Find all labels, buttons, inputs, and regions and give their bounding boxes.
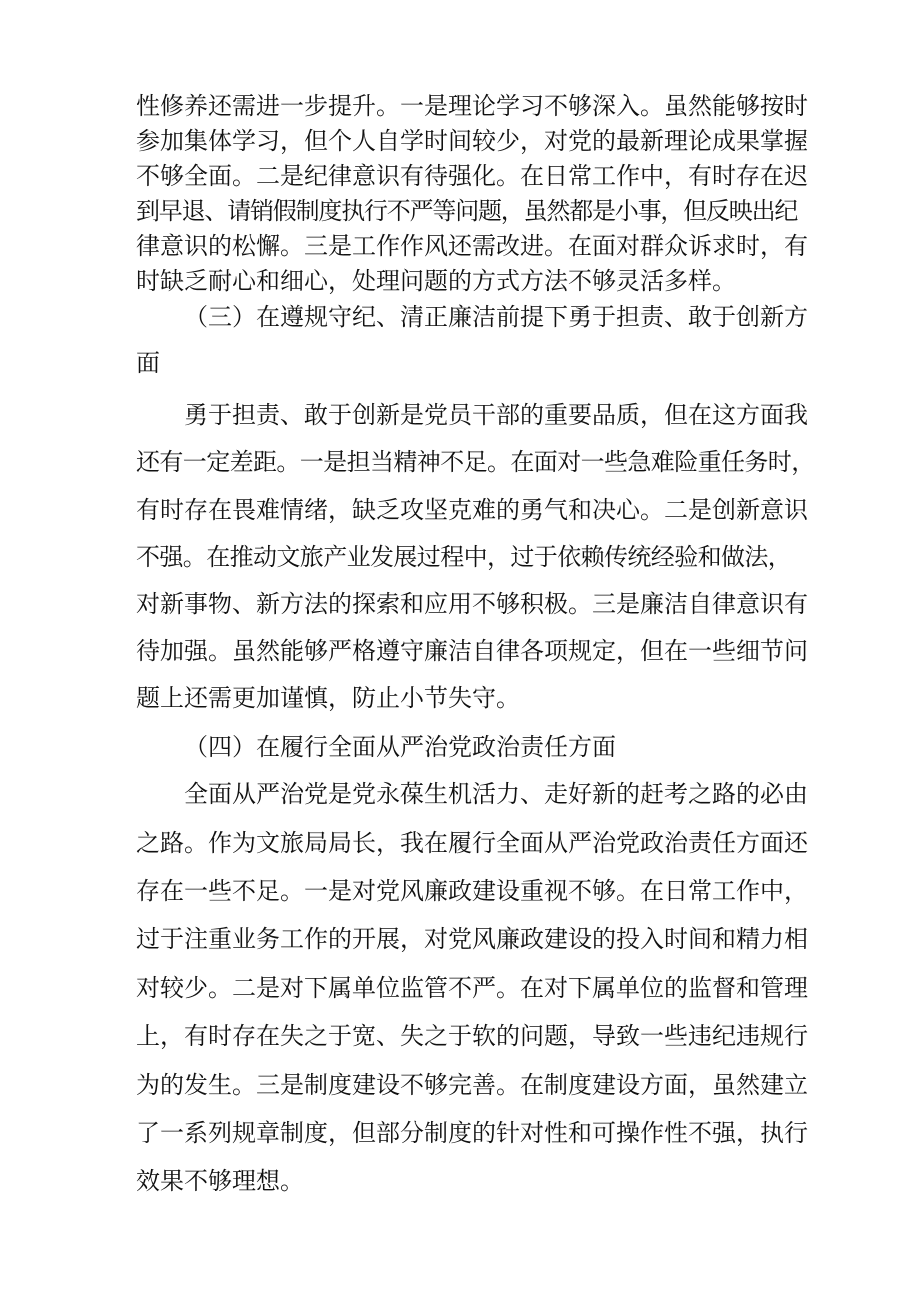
section-heading-4: （四）在履行全面从严治党政治责任方面 xyxy=(184,733,616,761)
text-line: 对新事物、新方法的探索和应用不够积极。三是廉洁自律意识有 xyxy=(136,590,808,618)
text-line: 待加强。虽然能够严格遵守廉洁自律各项规定，但在一些细节问 xyxy=(136,637,808,665)
text-line: 之路。作为文旅局局长，我在履行全面从严治党政治责任方面还 xyxy=(136,829,808,857)
text-line: 性修养还需进一步提升。一是理论学习不够深入。虽然能够按时 xyxy=(136,92,808,120)
text-line: 存在一些不足。一是对党风廉政建设重视不够。在日常工作中， xyxy=(136,877,808,905)
text-line: 对较少。二是对下属单位监管不严。在对下属单位的监督和管理 xyxy=(136,974,808,1002)
text-line: 效果不够理想。 xyxy=(136,1167,304,1195)
section-heading-3: （三）在遵规守纪、清正廉洁前提下勇于担责、敢于创新方 xyxy=(184,303,808,331)
text-line: 时缺乏耐心和细心，处理问题的方式方法不够灵活多样。 xyxy=(136,267,736,295)
text-line: 为的发生。三是制度建设不够完善。在制度建设方面，虽然建立 xyxy=(136,1071,808,1099)
section-heading-3-continued: 面 xyxy=(136,349,160,377)
text-line: 律意识的松懈。三是工作作风还需改进。在面对群众诉求时，有 xyxy=(136,232,808,260)
text-line: 参加集体学习，但个人自学时间较少，对党的最新理论成果掌握 xyxy=(136,127,808,155)
text-line: 全面从严治党是党永葆生机活力、走好新的赶考之路的必由 xyxy=(184,780,808,808)
text-line: 过于注重业务工作的开展，对党风廉政建设的投入时间和精力相 xyxy=(136,925,808,953)
text-line: 有时存在畏难情绪，缺乏攻坚克难的勇气和决心。二是创新意识 xyxy=(136,496,808,524)
text-line: 不够全面。二是纪律意识有待强化。在日常工作中，有时存在迟 xyxy=(136,162,808,190)
text-line: 不强。在推动文旅产业发展过程中，过于依赖传统经验和做法， xyxy=(136,543,792,571)
text-line: 勇于担责、敢于创新是党员干部的重要品质，但在这方面我 xyxy=(184,401,808,429)
text-line: 到早退、请销假制度执行不严等问题，虽然都是小事，但反映出纪 xyxy=(136,197,798,225)
text-line: 题上还需更加谨慎，防止小节失守。 xyxy=(136,684,520,712)
text-line: 上，有时存在失之于宽、失之于软的问题，导致一些违纪违规行 xyxy=(136,1022,808,1050)
text-line: 了一系列规章制度，但部分制度的针对性和可操作性不强，执行 xyxy=(136,1119,808,1147)
text-line: 还有一定差距。一是担当精神不足。在面对一些急难险重任务时， xyxy=(136,448,815,476)
